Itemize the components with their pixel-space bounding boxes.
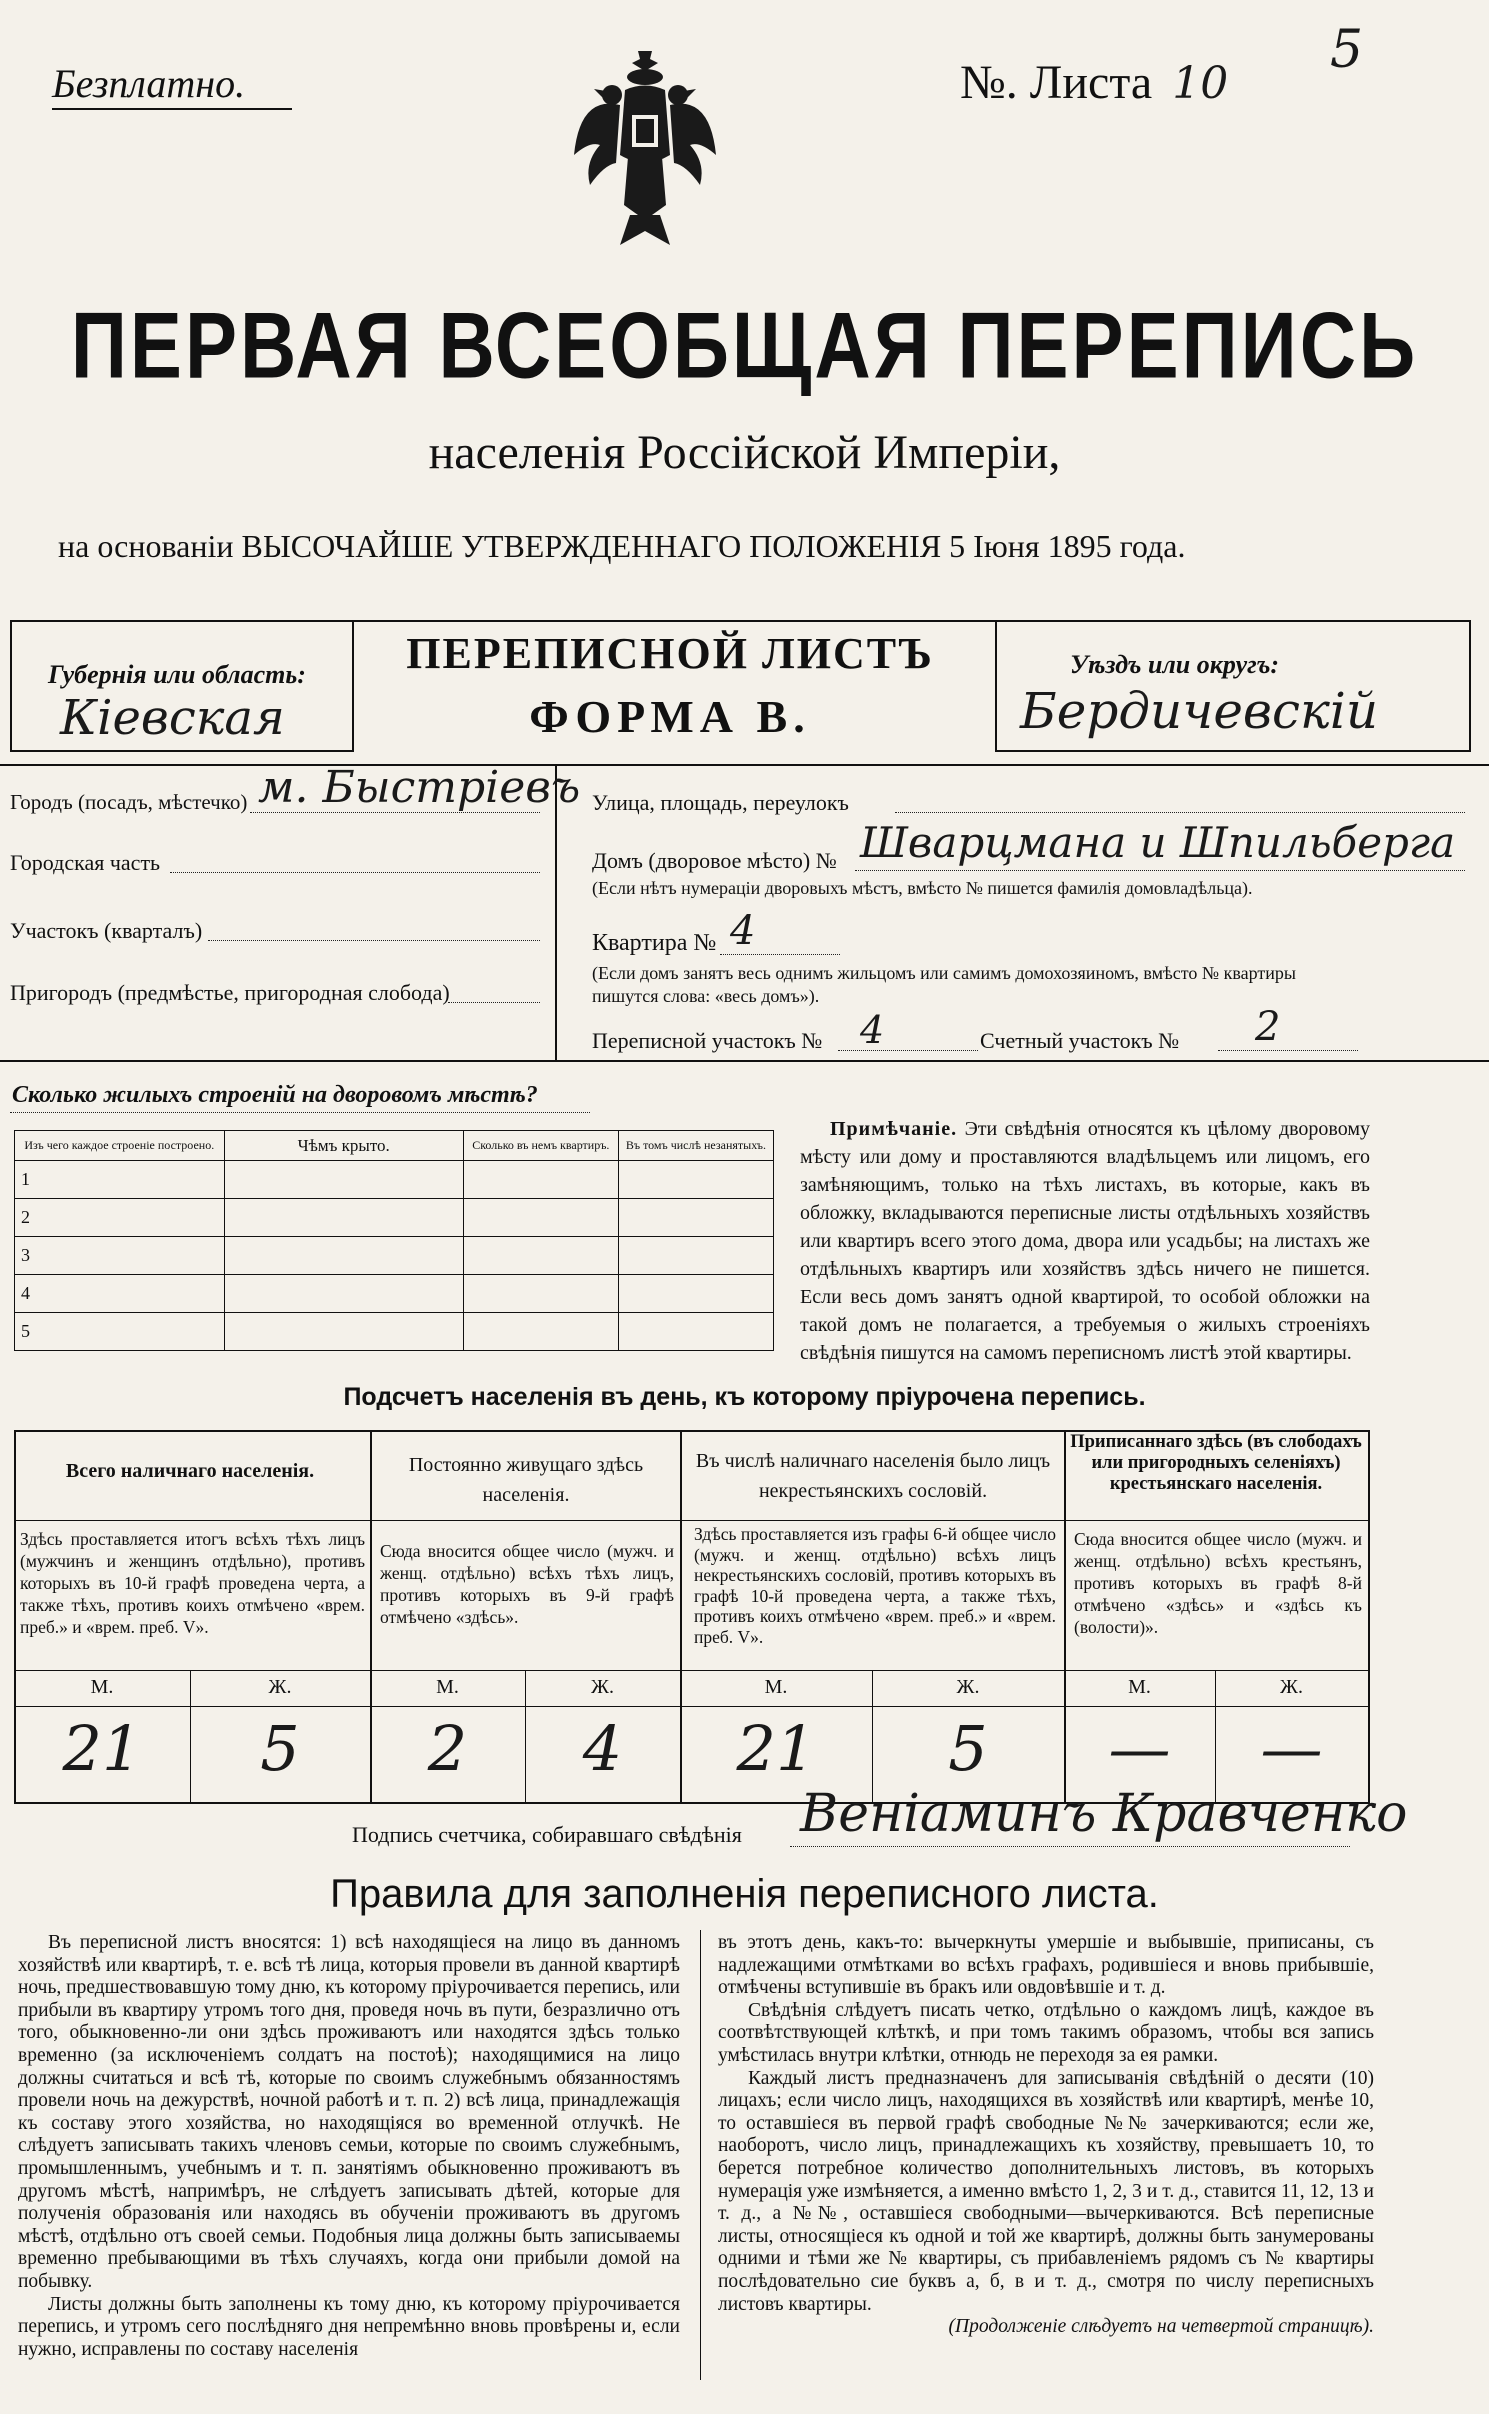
rules-column-divider <box>700 1930 701 2380</box>
count-col3-desc-text: Здѣсь проставляется изъ графы 6-й общее число (мужч. и женщ. отдѣльно) всѣхъ лицъ некрестьянскихъ сословій, противъ которыхъ въ графѣ 10-й проведена черта, а также тѣхъ, противъ коихъ отмѣчено «врем. преб.» и «врем. преб. V». <box>694 1524 1056 1647</box>
province-value <box>60 690 285 746</box>
table-cell <box>224 1199 463 1237</box>
rules-title-text: Правила для заполненія переписного листа. <box>330 1872 1159 1916</box>
rules-left-column <box>18 1932 680 2361</box>
count-value-text: 2 <box>427 1712 468 1785</box>
house-note <box>592 878 1253 899</box>
count-col1-head-text: Всего наличнаго населенія. <box>65 1460 315 1482</box>
suburb-label-text: Пригородъ (предмѣстье, пригородная слобода) <box>10 980 450 1005</box>
sheet-label-text: №. Листа <box>960 56 1153 109</box>
count-col4-head-text: Приписаннаго здѣсь (въ слободахъ или пригородныхъ селеніяхъ) крестьянскаго населенія. <box>1070 1432 1362 1494</box>
note-label: Примѣчаніе. <box>830 1118 958 1140</box>
buildings-question-text: Сколько жилыхъ строеній на дворовомъ мѣстѣ? <box>12 1082 538 1108</box>
buildings-row-number: 1 <box>15 1161 225 1199</box>
street-label-text: Улица, площадь, переулокъ <box>592 790 849 815</box>
page-title <box>0 291 1489 400</box>
buildings-row-number: 5 <box>15 1313 225 1351</box>
city-line <box>250 812 540 813</box>
suburb-line <box>448 1002 540 1003</box>
count-col4-f-value <box>1215 1712 1368 1785</box>
signature-label-text: Подпись счетчика, собиравшаго свѣдѣнія <box>352 1822 742 1847</box>
page-title-text: ПЕРВАЯ ВСЕОБЩАЯ ПЕРЕПИСЬ <box>70 292 1419 398</box>
table-cell <box>618 1275 773 1313</box>
city-label-text: Городъ (посадъ, мѣстечко) <box>10 790 248 814</box>
count-value-text: — <box>1108 1712 1171 1785</box>
census-district-label <box>592 1028 822 1054</box>
f-label-text: Ж. <box>591 1676 614 1698</box>
rules-right-paragraph-3: Каждый листъ предназначенъ для записыванія свѣдѣній о десяти (10) лицахъ; если число лицъ, находящихся въ хозяйствѣ или квартирѣ, менѣе 10, то оставшіеся въ первой графѣ свободные №№ зачеркиваются; если же, наоборотъ, число лицъ, принадлежащихъ къ хозяйству, превышаетъ 10, то берется потребное количество дополнительныхъ листовъ, въ которыхъ нумерація уже измѣняется, а именно вмѣсто 1, 2, 3 и т. д., ставится 11, 12, 13 и т. д., а №№, оставшіеся свободными—вычеркиваются. Всѣ переписные листы, относящіеся къ одной и той же квартирѣ, должны быть занумерованы одними и тѣми же № квартиры, съ прибавленіемъ рядомъ съ № квартиры послѣдовательно сие буквъ а, б, в и т. д., смотря по числу переписныхъ листовъ квартиры. <box>718 2067 1374 2315</box>
count-col3-head-text: Въ числѣ наличнаго населенія было лицъ некрестьянскихъ сословій. <box>695 1450 1051 1502</box>
district-value-text: Бердичевскій <box>1020 682 1379 740</box>
house-note-text: (Если нѣтъ нумераціи дворовыхъ мѣстъ, вмѣсто № пишется фамилія домовладѣльца). <box>592 878 1253 898</box>
buildings-row-number: 2 <box>15 1199 225 1237</box>
free-label-text: Безплатно. <box>52 61 246 106</box>
apartment-label-text: Квартира № <box>592 930 717 956</box>
count-value-text: 5 <box>948 1712 988 1785</box>
rules-title <box>0 1872 1489 1917</box>
table-cell <box>224 1275 463 1313</box>
signature-label <box>352 1822 742 1848</box>
count-col4-m-label <box>1064 1676 1215 1699</box>
count-value-text: 21 <box>62 1712 142 1785</box>
rules-left-paragraph-2: Листы должны быть заполнены къ тому дню, къ которому пріурочивается перепись, и утромъ сего послѣдняго дня непремѣнно вновь провѣрены и, если нужно, исправлены по составу населенія <box>18 2293 680 2360</box>
table-cell <box>618 1199 773 1237</box>
count-value-text: 5 <box>260 1712 300 1785</box>
apartment-note <box>592 962 1362 1008</box>
province-value-text: Кіевская <box>60 690 285 746</box>
table-row <box>15 1275 774 1313</box>
table-cell <box>463 1275 618 1313</box>
buildings-table <box>14 1130 774 1351</box>
count-district-value <box>1255 1004 1280 1050</box>
table-row <box>15 1161 774 1199</box>
table-row <box>15 1199 774 1237</box>
census-district-line <box>838 1050 978 1051</box>
city-value-text: м. Быстріевъ <box>258 762 581 813</box>
precinct-line <box>208 940 540 941</box>
count-col1-desc <box>20 1528 365 1638</box>
count-col4-desc <box>1074 1528 1362 1638</box>
m-label-text: М. <box>436 1676 459 1698</box>
count-title <box>0 1383 1489 1412</box>
table-cell <box>618 1313 773 1351</box>
district-value <box>1020 682 1378 740</box>
city-value <box>258 762 580 813</box>
buildings-col-material: Изъ чего каждое строеніе построено. <box>15 1131 225 1161</box>
house-line <box>855 870 1465 871</box>
count-district-line <box>1218 1050 1358 1051</box>
corner-mark <box>1330 20 1363 80</box>
city-label <box>10 790 247 815</box>
province-label <box>48 660 306 690</box>
street-label <box>592 790 849 816</box>
m-label-text: М. <box>764 1676 788 1698</box>
rules-right-paragraph-1: въ этотъ день, какъ-то: вычеркнуты умершіе и выбывшіе, приписаны, съ надлежащими отмѣтками во всѣхъ графахъ, родившіеся и вновь прибывшіе, отмѣчены вступившіе въ бракъ или овдовѣвшіе и т. д. <box>718 1932 1374 1999</box>
f-label-text: Ж. <box>268 1676 292 1698</box>
count-col2-desc-text: Сюда вносится общее число (мужч. и женщ. отдѣльно) всѣхъ тѣхъ лицъ, противъ которыхъ въ 9-й графѣ отмѣчено «здѣсь». <box>380 1541 674 1627</box>
buildings-col-roof: Чѣмъ крыто. <box>224 1131 463 1161</box>
m-label-text: М. <box>1128 1676 1151 1698</box>
apartment-line <box>720 954 840 955</box>
table-cell <box>224 1237 463 1275</box>
house-value-text: Шварцмана и Шпильберга <box>860 818 1456 867</box>
buildings-row-number: 3 <box>15 1237 225 1275</box>
apartment-value-text: 4 <box>730 908 756 954</box>
signature-line <box>790 1846 1350 1847</box>
district-label-text: Уѣздъ или округъ: <box>1070 650 1280 679</box>
count-col3-f-value <box>872 1712 1064 1785</box>
count-value-text: 21 <box>736 1712 816 1785</box>
count-col2-head <box>378 1450 674 1510</box>
double-headed-eagle-icon <box>570 45 720 255</box>
count-desc-rule <box>14 1670 1368 1671</box>
count-col3-f-label <box>872 1676 1064 1699</box>
count-col3-desc <box>694 1524 1056 1647</box>
page-subtitle-text: населенія Россійской Имперіи, <box>428 426 1061 479</box>
count-col3-m-label <box>680 1676 872 1699</box>
city-part-line <box>170 872 540 873</box>
count-district-value-text: 2 <box>1255 1004 1281 1050</box>
count-col2-f-label <box>525 1676 680 1699</box>
rules-right-paragraph-2: Свѣдѣнія слѣдуетъ писать четко, отдѣльно о каждомъ лицѣ, каждое въ соотвѣтствующей клѣткѣ, и при томъ такимъ образомъ, чтобы вся запись умѣстилась внутри клѣтки, отнюдь не переходя за ея рамки. <box>718 1999 1374 2066</box>
rules-continuation: (Продолженіе слѣдуетъ на четвертой страницѣ). <box>948 2316 1374 2338</box>
free-label <box>52 60 245 107</box>
corner-mark-text: 5 <box>1330 20 1364 80</box>
count-mf-rule <box>14 1706 1368 1707</box>
legal-basis-text: на основаніи ВЫСОЧАЙШЕ УТВЕРЖДЕННАГО ПОЛОЖЕНІЯ 5 Іюня 1895 года. <box>58 528 1186 564</box>
count-head-rule <box>14 1520 1368 1521</box>
page-subtitle <box>0 425 1489 480</box>
apartment-value <box>730 908 755 954</box>
note-block <box>800 1115 1370 1367</box>
address-top-rule <box>0 764 1489 766</box>
house-label <box>592 848 837 874</box>
buildings-question <box>12 1082 538 1109</box>
province-label-text: Губернія или область: <box>48 660 306 689</box>
count-district-label <box>980 1028 1179 1054</box>
city-part-label <box>10 850 160 876</box>
count-col1-m-value <box>14 1712 190 1785</box>
count-value-text: 4 <box>582 1712 623 1785</box>
form-name-text: ФОРМА В. <box>529 691 811 742</box>
count-title-text: Подсчетъ населенія въ день, къ которому пріурочена перепись. <box>343 1383 1146 1411</box>
form-heading <box>380 628 960 679</box>
count-district-label-text: Счетный участокъ № <box>980 1028 1180 1053</box>
count-col4-desc-text: Сюда вносится общее число (мужч. и женщ. отдѣльно) всѣхъ крестьянъ, противъ которыхъ въ графѣ 8-й отмѣчено «здѣсь» и «здѣсь къ (волости)». <box>1074 1529 1362 1637</box>
note-text: Эти свѣдѣнія относятся къ цѣлому дворовому мѣсту или дому и проставляются владѣльцемъ или лицомъ, его замѣняющимъ, только на тѣхъ листахъ, въ которые, какъ въ обложку, вкладываются переписные листы отдѣльныхъ хозяйствъ или квартиръ всего этого дома, двора или усадьбы; на листахъ же отдѣльныхъ квартиръ или хозяйствъ здѣсь ничего не пишется. Если весь домъ занятъ одной квартирой, то особой обложки на такой домъ не полагается, а требуемыя о жилыхъ строеніяхъ свѣдѣнія пишутся на самомъ переписномъ листѣ этой квартиры. <box>800 1118 1371 1364</box>
table-cell <box>224 1161 463 1199</box>
sheet-number-label <box>960 55 1228 110</box>
table-row <box>15 1237 774 1275</box>
f-label-text: Ж. <box>1280 1676 1303 1698</box>
form-name <box>380 690 960 743</box>
city-part-label-text: Городская часть <box>10 850 161 875</box>
eagle-emblem-svg <box>570 45 720 255</box>
rules-right-column <box>718 1932 1374 2339</box>
count-col4-head <box>1070 1432 1362 1495</box>
count-col3-m-value <box>680 1712 872 1785</box>
count-value-text: — <box>1260 1712 1323 1785</box>
table-cell <box>224 1313 463 1351</box>
census-district-label-text: Переписной участокъ № <box>592 1028 823 1053</box>
table-cell <box>463 1237 618 1275</box>
count-col2-f-value <box>525 1712 680 1785</box>
street-line <box>895 812 1465 813</box>
table-cell <box>463 1199 618 1237</box>
table-cell <box>463 1161 618 1199</box>
census-district-value <box>860 1008 884 1052</box>
table-cell <box>463 1313 618 1351</box>
buildings-header-row <box>15 1131 774 1161</box>
legal-basis <box>58 528 1298 565</box>
buildings-row-number: 4 <box>15 1275 225 1313</box>
free-label-underline <box>52 108 292 110</box>
count-col2-m-value <box>370 1712 525 1785</box>
count-col4-f-label <box>1215 1676 1368 1699</box>
signature-value <box>800 1784 1407 1844</box>
precinct-label <box>10 918 202 944</box>
apartment-label <box>592 930 716 957</box>
table-cell <box>618 1161 773 1199</box>
count-col2-desc <box>380 1540 674 1628</box>
house-label-text: Домъ (дворовое мѣсто) № <box>592 848 837 873</box>
rules-left-paragraph-1: Въ переписной листъ вносятся: 1) всѣ находящіеся на лицо въ данномъ хозяйствѣ или квартирѣ, т. е. всѣ тѣ лица, которыя провели въ данной квартирѣ ночь, предшествовавшую тому дню, къ которому пріурочивается перепись, или прибыли въ квартиру утромъ того дня, проведя ночь въ пути, безразлично отъ того, обыкновенно-ли они здѣсь проживаютъ или находятся здѣсь только временно (за исключеніемъ солдатъ на постоѣ); находящимися на лицо должны считаться и всѣ тѣ, которые по своимъ служебнымъ обязанностямъ провели ночь на дежурствѣ, ночной работѣ и т. п. 2) всѣ лица, принадлежащія къ составу этого хозяйства, но находящіяся во временной отлучкѣ. Не слѣдуетъ записывать такихъ членовъ семьи, которые по своимъ служебнымъ, промышленнымъ, учебнымъ и т. п. занятіямъ обыкновенно проживаютъ въ другомъ мѣстѣ, напримѣръ, не слѣдуетъ записывать дѣтей, которые для полученія образованія или находясь въ обученіи проживаютъ въ другомъ мѣстѣ, отдѣльно отъ своей семьи. Подобныя лица должны быть записываемы временно пребывающими въ тѣхъ случаяхъ, когда они прибыли домой на побывку. <box>18 1932 680 2292</box>
count-col2-head-text: Постоянно живущаго здѣсь населенія. <box>408 1454 644 1506</box>
form-heading-text: ПЕРЕПИСНОЙ ЛИСТЪ <box>406 629 934 678</box>
count-col4-m-value <box>1064 1712 1215 1785</box>
m-label-text: М. <box>90 1676 114 1698</box>
count-col1-m-label <box>14 1676 190 1699</box>
table-row <box>15 1313 774 1351</box>
address-bottom-rule <box>0 1060 1489 1062</box>
apartment-note-text: (Если домъ занятъ весь однимъ жильцомъ или самимъ домохозяиномъ, вмѣсто № квартиры пишутся слова: «весь домъ»). <box>592 963 1296 1006</box>
count-col2-m-label <box>370 1676 525 1699</box>
district-label <box>1070 650 1279 680</box>
buildings-col-vacant: Въ томъ числѣ незанятыхъ. <box>618 1131 773 1161</box>
signature-value-text: Веніаминъ Кравченко <box>800 1784 1408 1844</box>
precinct-label-text: Участокъ (кварталъ) <box>10 918 203 943</box>
count-col1-head <box>40 1456 340 1486</box>
count-col1-f-label <box>190 1676 370 1699</box>
census-district-value-text: 4 <box>860 1008 885 1052</box>
sheet-number-value: 10 <box>1172 58 1229 109</box>
f-label-text: Ж. <box>956 1676 980 1698</box>
count-col3-head <box>688 1446 1058 1506</box>
buildings-col-apartments: Сколько въ немъ квартиръ. <box>463 1131 618 1161</box>
count-col1-f-value <box>190 1712 370 1785</box>
house-value <box>860 818 1455 867</box>
suburb-label <box>10 980 450 1006</box>
count-col1-desc-text: Здѣсь проставляется итогъ всѣхъ тѣхъ лицъ (мужчинъ и женщинъ отдѣльно), противъ которыхъ въ 10-й графѣ проведена черта, а также тѣхъ, противъ коихъ отмѣчено «врем. преб.» и «врем. преб. V». <box>20 1529 365 1637</box>
table-cell <box>618 1237 773 1275</box>
buildings-question-line <box>10 1112 590 1113</box>
